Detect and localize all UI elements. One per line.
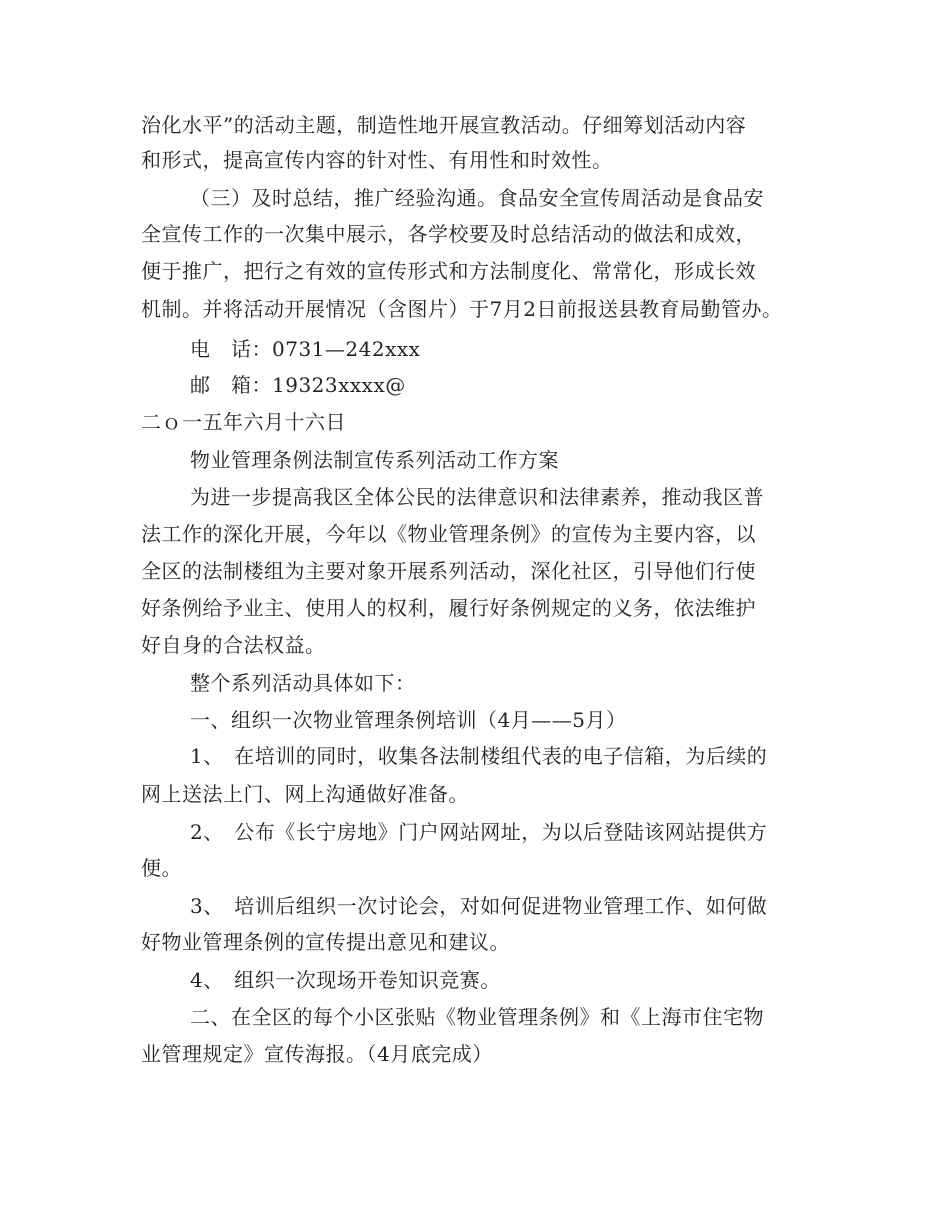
paragraph-line: 便于推广，把行之有效的宣传形式和方法制度化、常常化，形成长效 bbox=[141, 259, 756, 283]
contact-email: 邮 箱：19323xxxx@ bbox=[190, 373, 406, 397]
section-title: 物业管理条例法制宣传系列活动工作方案 bbox=[190, 448, 559, 472]
list-item-continuation: 网上送法上门、网上沟通做好准备。 bbox=[141, 782, 469, 806]
list-item-continuation: 业管理规定》宣传海报。（4月底完成） bbox=[141, 1042, 493, 1066]
paragraph-line: 机制。并将活动开展情况（含图片）于7月2日前报送县教育局勤管办。 bbox=[141, 297, 783, 321]
paragraph-line: 全区的法制楼组为主要对象开展系列活动，深化社区，引导他们行使 bbox=[141, 559, 756, 583]
list-heading: 一、组织一次物业管理条例培训（4月——5月） bbox=[190, 708, 627, 732]
paragraph-line: 全宣传工作的一次集中展示，各学校要及时总结活动的做法和成效， bbox=[141, 222, 756, 246]
paragraph-line: 为进一步提高我区全体公民的法律意识和法律素养，推动我区普 bbox=[190, 485, 764, 509]
list-item-continuation: 好物业管理条例的宣传提出意见和建议。 bbox=[141, 930, 510, 954]
date-line: 二ｏ一五年六月十六日 bbox=[141, 410, 346, 434]
list-item: 2、 公布《长宁房地》门户网站网址，为以后登陆该网站提供方 bbox=[190, 820, 768, 844]
paragraph-line: 治化水平”的活动主题，制造性地开展宣教活动。仔细筹划活动内容 bbox=[141, 113, 747, 137]
list-item: 1、 在培训的同时，收集各法制楼组代表的电子信箱，为后续的 bbox=[190, 744, 768, 768]
paragraph-line: 好条例给予业主、使用人的权利，履行好条例规定的义务，依法维护 bbox=[141, 596, 756, 620]
paragraph-line: 法工作的深化开展，今年以《物业管理条例》的宣传为主要内容，以 bbox=[141, 522, 756, 546]
list-item: 4、 组织一次现场开卷知识竞赛。 bbox=[190, 968, 501, 992]
paragraph-line: 和形式，提高宣传内容的针对性、有用性和时效性。 bbox=[141, 148, 613, 172]
paragraph-line: 好自身的合法权益。 bbox=[141, 633, 326, 657]
paragraph-line: （三）及时总结，推广经验沟通。食品安全宣传周活动是食品安 bbox=[190, 186, 764, 210]
list-heading: 二、在全区的每个小区张贴《物业管理条例》和《上海市住宅物 bbox=[190, 1005, 764, 1029]
list-item-continuation: 便。 bbox=[141, 856, 182, 880]
paragraph-line: 整个系列活动具体如下： bbox=[190, 671, 416, 695]
contact-phone: 电 话：0731—242xxx bbox=[190, 337, 421, 361]
list-item: 3、 培训后组织一次讨论会，对如何促进物业管理工作、如何做 bbox=[190, 894, 768, 918]
